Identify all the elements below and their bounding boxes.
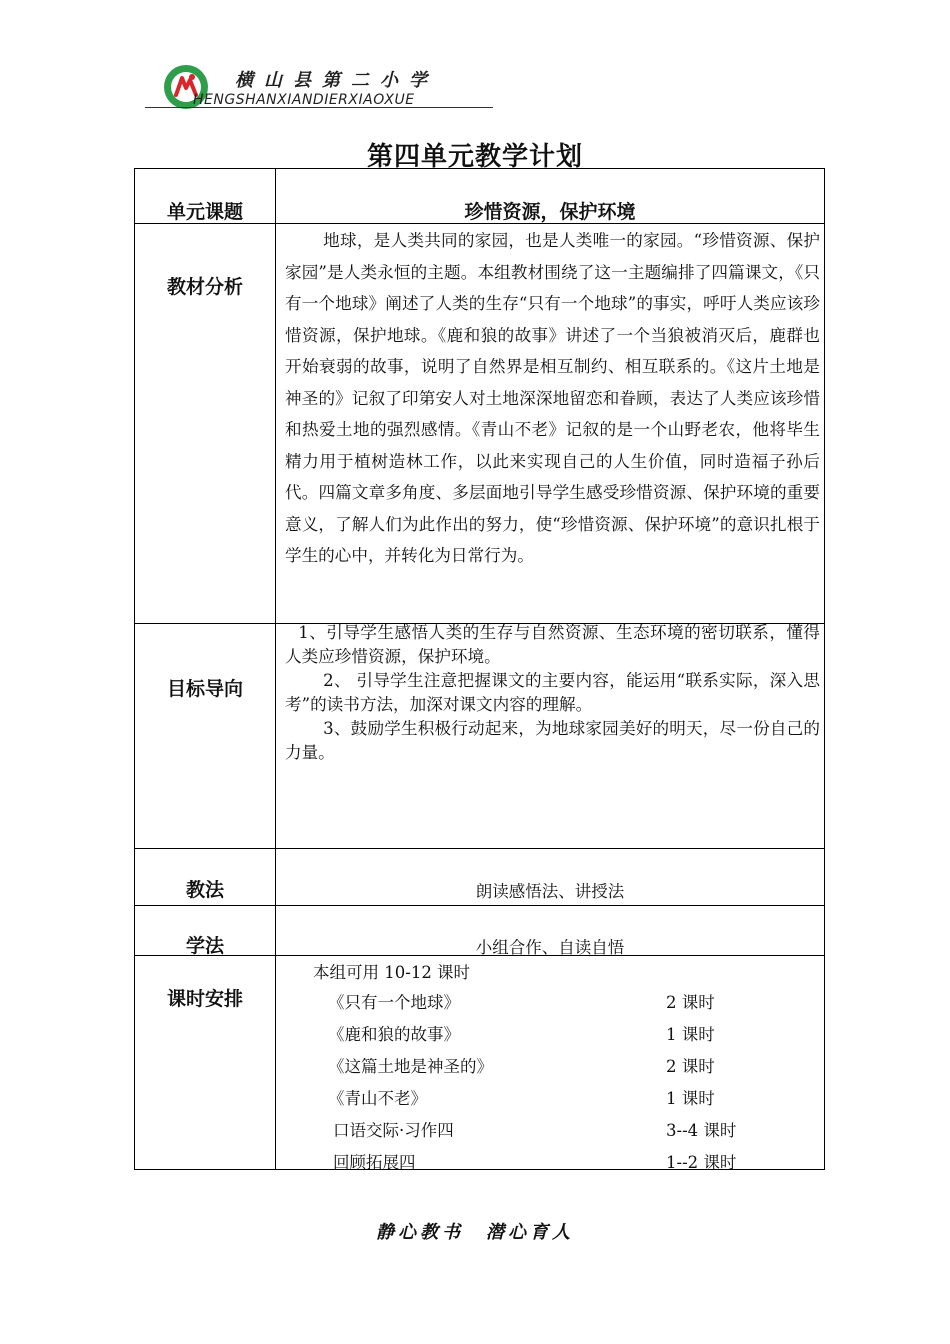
schedule-hours: 1 课时 [666,1025,715,1044]
teaching-method-value: 朗读感悟法、讲授法 [475,882,625,901]
table-column-divider [275,169,276,1169]
learning-method-label: 学法 [185,935,224,957]
header-divider [145,107,493,108]
schedule-hours: 1 课时 [666,1089,715,1108]
table-row-divider [135,848,824,849]
schedule-lesson: 口语交际·习作四 [333,1121,454,1140]
learning-method-value: 小组合作、自读自悟 [475,938,625,957]
school-name: 横山县第二小学 [235,70,438,91]
goal-item: 2、 引导学生注意把握课文的主要内容，能运用“联系实际，深入思考”的读书方法，加深对课文内容的理解。 [285,671,820,714]
schedule-row [135,1149,826,1173]
goal-item: 3、鼓励学生积极行动起来，为地球家园美好的明天，尽一份自己的力量。 [285,719,820,762]
schedule-hours: 1--2 课时 [666,1153,737,1172]
page-title: 第四单元教学计划 [366,142,583,172]
schedule-label: 课时安排 [166,988,243,1010]
page-header [145,62,495,112]
goal-item: 1、引导学生感悟人类的生存与自然资源、生态环境的密切联系，懂得人类应珍惜资源，保护环境。 [285,623,820,666]
page-footer [0,1218,950,1244]
schedule-lesson: 《这篇土地是神圣的》 [328,1057,493,1076]
school-pinyin: HENGSHANXIANDIERXIAOXUE [193,92,415,108]
schedule-row [135,1085,826,1109]
schedule-row [135,989,826,1013]
analysis-text: 地球，是人类共同的家园，也是人类唯一的家园。“珍惜资源、保护家园”是人类永恒的主题。本组教材围绕了这一主题编排了四篇课文，《只有一个地球》阐述了人类的生存“只有一个地球”的事实，呼吁人类应该珍惜资源，保护地球。《鹿和狼的故事》讲述了一个当狼被消灭后，鹿群也开始衰弱的故事，说明了自然界是相互制约、相互联系的。《这片土地是神圣的》记叙了印第安人对土地深深地留恋和眷顾，表达了人类应该珍惜和热爱土地的强烈感情。《青山不老》记叙的是一个山野老农，他将毕生精力用于植树造林工作，以此来实现自己的人生价值，同时造福子孙后代。四篇文章多角度、多层面地引导学生感受珍惜资源、保护环境的重要意义，了解人们为此作出的努力，使“珍惜资源、保护环境”的意识扎根于学生的心中，并转化为日常行为。 [285,231,820,565]
schedule-lesson: 《只有一个地球》 [328,993,460,1012]
schedule-row [135,1021,826,1045]
schedule-row [135,1117,826,1141]
footer-motto-left: 静心教书 [376,1222,464,1243]
schedule-hours: 2 课时 [666,1057,715,1076]
goals-label: 目标导向 [166,678,243,700]
teaching-method-label: 教法 [185,879,224,901]
analysis-label: 教材分析 [166,276,243,298]
goals-list [285,621,820,765]
schedule-lesson: 《鹿和狼的故事》 [328,1025,460,1044]
schedule-lesson: 《青山不老》 [328,1089,427,1108]
topic-value: 珍惜资源，保护环境 [464,201,636,223]
schedule-intro: 本组可用 10-12 课时 [313,963,471,982]
schedule-hours: 2 课时 [666,993,715,1012]
table-row-divider [135,905,824,906]
schedule-row [135,1053,826,1077]
schedule-hours: 3--4 课时 [666,1121,737,1140]
footer-motto-right: 潜心育人 [486,1222,574,1243]
schedule-lesson: 回顾拓展四 [333,1153,416,1172]
topic-label: 单元课题 [166,201,243,223]
plan-table [134,168,825,1170]
